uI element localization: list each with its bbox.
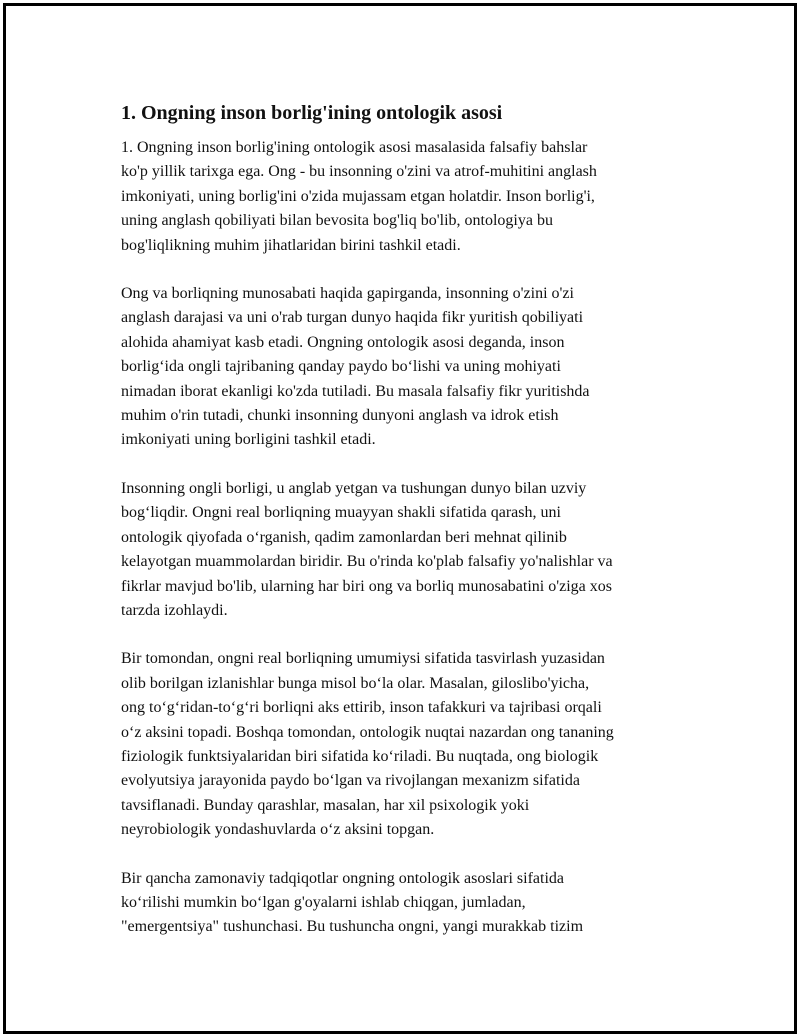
paragraph-5: Bir qancha zamonaviy tadqiqotlar ongning ontologik asoslari sifatida ko‘rilishi mumkin bo‘lgan g'oyalarni ishlab chiqgan, jumladan, "emergentsiya" tushunchasi. Bu tushuncha ongni, yangi murakkab tizim [121, 869, 584, 936]
paragraph-4: Bir tomondan, ongni real borliqning umumiysi sifatida tasvirlash yuzasidan olib borilgan izlanishlar bunga misol bo‘la olar. Masalan, giloslibo'yicha, ong to‘g‘ridan-to‘g‘ri borliqni aks ettirib, inson tafakkuri va tajribasi orqali o‘z aksini topadi. Boshqa tomondan, ontologik nuqtai nazardan ong tananing fiziologik funktsiyalaridan biri sifatida ko‘riladi. Bu nuqtada, ong biologik evolyutsiya jarayonida paydo bo‘lgan va rivojlangan mexanizm sifatida tavsiflanadi. Bunday qarashlar, masalan, har xil psixologik yoki neyrobiologik yondashuvlarda o‘z aksini topgan. [121, 650, 614, 839]
paragraph-3: Insonning ongli borligi, u anglab yetgan va tushungan dunyo bilan uzviy bog‘liqdir. Ongni real borliqning muayyan shakli sifatida qarash, uni ontologik qiyofada o‘rganish, qadim zamonlardan beri mehnat qilinib kelayotgan muammolardan biridir. Bu o'rinda ko'plab falsafiy yo'nalishlar va fikrlar mavjud bo'lib, ularning har biri ong va borliq munosabatini o'ziga xos tarzda izohlaydi. [121, 479, 613, 619]
paragraph-2: Ong va borliqning munosabati haqida gapirganda, insonning o'zini o'zi anglash darajasi va uni o'rab turgan dunyo haqida fikr yuritish qobiliyati alohida ahamiyat kasb etadi. Ongning ontologik asosi deganda, inson borlig‘ida ongli tajribaning qanday paydo bo‘lishi va uning mohiyati nimadan iborat ekanligi ko'zda tutiladi. Bu masala falsafiy fikr yuritishda muhim o'rin tutadi, chunki insonning dunyoni anglash va idrok etish imkoniyati uning borligini tashkil etadi. [121, 285, 590, 449]
page-frame [3, 3, 797, 1034]
document-body [121, 94, 701, 964]
paragraph-1: 1. Ongning inson borlig'ining ontologik asosi masalasida falsafiy bahslar ko'p yillik tarixga ega. Ong - bu insonning o'zini va atrof-muhitini anglash imkoniyati, uning borlig'ini o'zida mujassam etgan holatdir. Inson borlig'i, uning anglash qobiliyati bilan bevosita bog'liq bo'lib, ontologiya bu bog'liqlikning muhim jihatlaridan birini tashkil etadi. [121, 139, 597, 254]
section-heading: 1. Ongning inson borlig'ining ontologik asosi [121, 102, 503, 124]
